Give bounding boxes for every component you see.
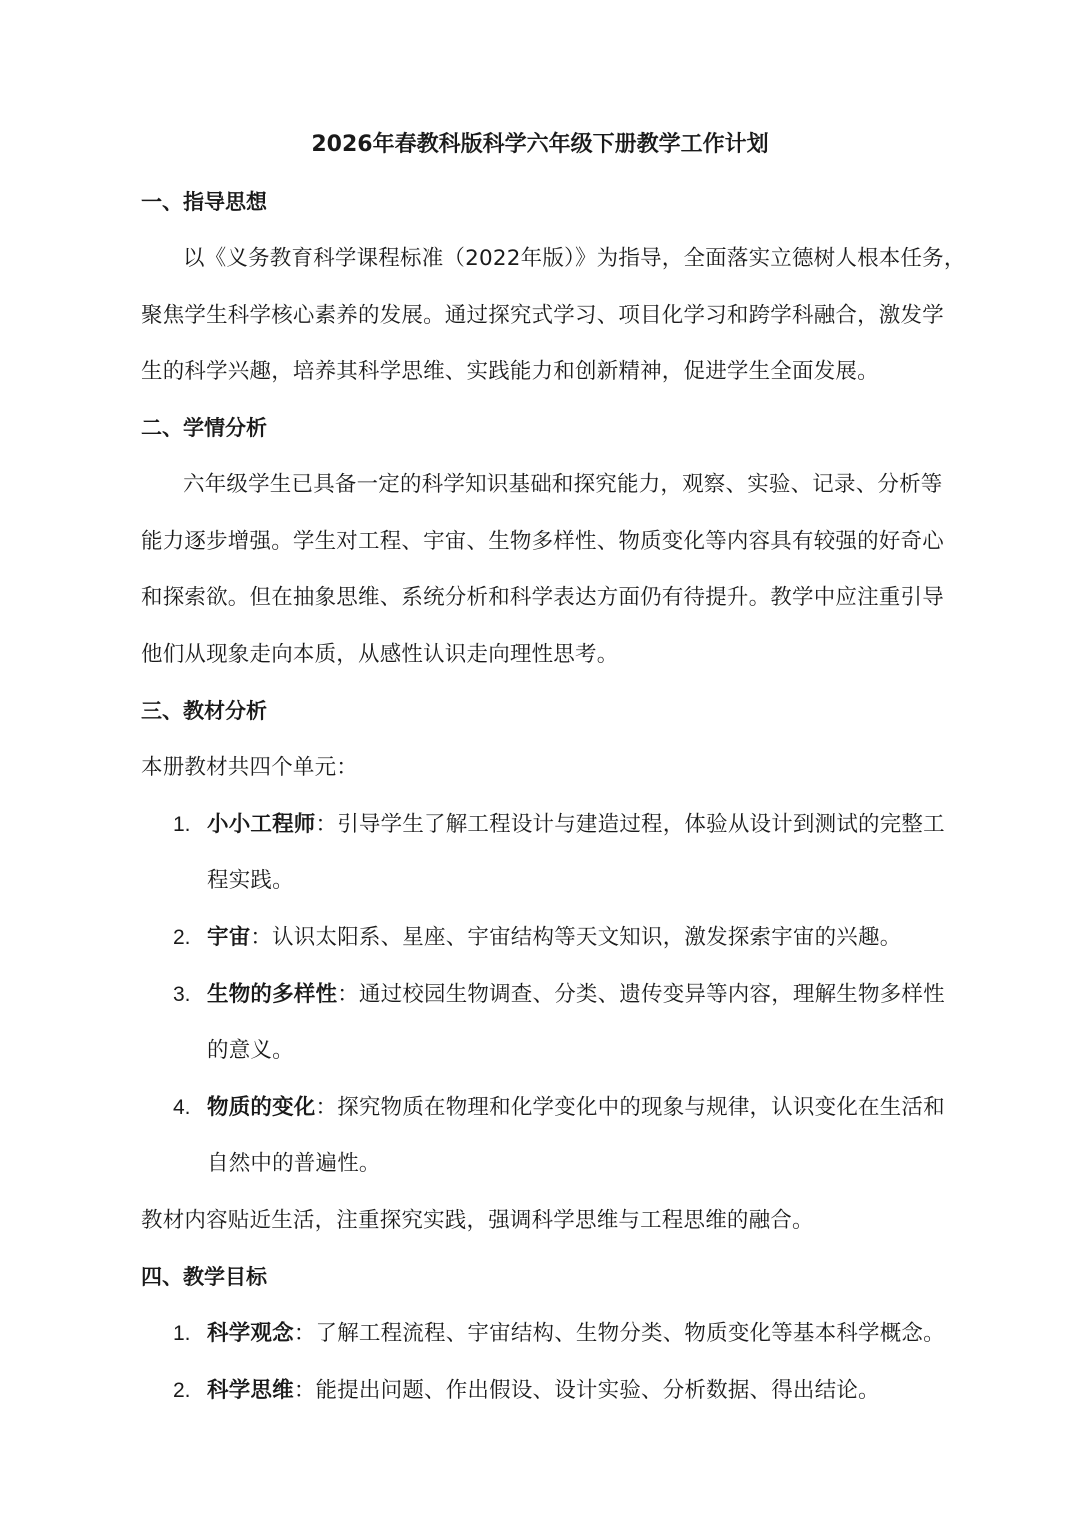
list-item-line xyxy=(207,1371,941,1411)
paragraph-line: 他们从现象走向本质，从感性认识走向理性思考。 xyxy=(141,642,619,667)
paragraph-line: 六年级学生已具备一定的科学知识基础和探究能力，观察、实验、记录、分析等 xyxy=(183,472,943,497)
list-item-line xyxy=(207,1314,945,1354)
list-number: 2. xyxy=(173,926,191,949)
document-title: 2026年春教科版科学六年级下册教学工作计划 xyxy=(311,132,769,157)
list-number: 4. xyxy=(173,1096,191,1119)
paragraph-line: 和探索欲。但在抽象思维、系统分析和科学表达方面仍有待提升。教学中应注重引导 xyxy=(141,585,944,610)
textbook-intro: 本册教材共四个单元： xyxy=(141,755,359,780)
unit-name: 物质的变化 xyxy=(207,1095,316,1120)
unit-description: ：探究物质在物理和化学变化中的现象与规律，认识变化在生活和 xyxy=(315,1095,945,1120)
goal-name: 科学观念 xyxy=(207,1321,294,1346)
list-number: 2. xyxy=(173,1379,191,1402)
section-heading-teaching-goals: 四、教学目标 xyxy=(141,1265,267,1289)
unit-description: ：认识太阳系、星座、宇宙结构等天文知识，激发探索宇宙的兴趣。 xyxy=(250,925,902,950)
list-item-line xyxy=(207,975,945,1015)
list-number: 1. xyxy=(173,813,191,836)
list-item-line: 自然中的普遍性。 xyxy=(207,1151,381,1176)
list-item-line xyxy=(207,1088,945,1128)
unit-description: ：引导学生了解工程设计与建造过程，体验从设计到测试的完整工 xyxy=(315,812,945,837)
list-item-line: 的意义。 xyxy=(207,1038,294,1063)
section-heading-guiding-ideology: 一、指导思想 xyxy=(141,190,267,214)
textbook-summary: 教材内容贴近生活，注重探究实践，强调科学思维与工程思维的融合。 xyxy=(141,1208,814,1233)
section-heading-learner-analysis: 二、学情分析 xyxy=(141,416,267,440)
paragraph-line: 以《义务教育科学课程标准（2022年版）》为指导，全面落实立德树人根本任务， xyxy=(183,246,966,271)
paragraph-line: 生的科学兴趣，培养其科学思维、实践能力和创新精神，促进学生全面发展。 xyxy=(141,359,879,384)
section-heading-textbook-analysis: 三、教材分析 xyxy=(141,699,267,723)
list-item-line xyxy=(207,918,941,958)
goal-description: ：能提出问题、作出假设、设计实验、分析数据、得出结论。 xyxy=(293,1378,880,1403)
goal-name: 科学思维 xyxy=(207,1378,294,1403)
list-item-line: 程实践。 xyxy=(207,868,294,893)
unit-description: ：通过校园生物调查、分类、遗传变异等内容，理解生物多样性 xyxy=(337,982,945,1007)
list-number: 3. xyxy=(173,983,191,1006)
unit-name: 生物的多样性 xyxy=(207,982,338,1007)
paragraph-line: 聚焦学生科学核心素养的发展。通过探究式学习、项目化学习和跨学科融合，激发学 xyxy=(141,303,944,328)
unit-name: 小小工程师 xyxy=(207,812,316,837)
list-item-line xyxy=(207,805,945,845)
paragraph-line: 能力逐步增强。学生对工程、宇宙、生物多样性、物质变化等内容具有较强的好奇心 xyxy=(141,529,944,554)
list-number: 1. xyxy=(173,1322,191,1345)
goal-description: ：了解工程流程、宇宙结构、生物分类、物质变化等基本科学概念。 xyxy=(293,1321,945,1346)
unit-name: 宇宙 xyxy=(207,925,251,950)
